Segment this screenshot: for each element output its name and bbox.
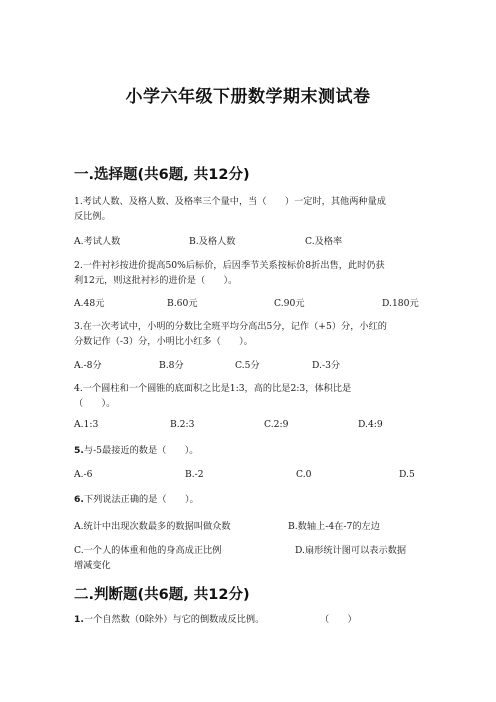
judgement-1-number: 1. <box>74 614 84 625</box>
option-d: D.180元 <box>382 298 419 309</box>
option-d: D.扇形统计图可以表示数据 <box>295 545 407 556</box>
question-6-number: 6. <box>74 494 84 505</box>
question-3 <box>74 319 424 349</box>
question-4 <box>74 381 424 411</box>
section-heading-true-false: 二.判断题(共6题, 共12分) <box>74 587 250 603</box>
question-1-stem-line-2: 反比例。 <box>74 211 111 222</box>
option-b: B.及格人数 <box>189 236 236 247</box>
option-c: C.90元 <box>274 298 305 309</box>
option-c: C.一个人的体重和他的身高成正比例 <box>74 545 222 556</box>
option-b: B.60元 <box>167 298 198 309</box>
question-5-options <box>74 469 434 483</box>
question-2 <box>74 258 424 288</box>
question-6-option-d-continuation <box>74 558 434 573</box>
question-4-stem-line-2: （ ）。 <box>74 398 116 409</box>
option-a: A.统计中出现次数最多的数据叫做众数 <box>74 521 231 532</box>
question-4-stem-line-1: 4.一个圆柱和一个圆锥的底面积之比是1:3，高的比是2:3，体积比是 <box>74 383 352 394</box>
option-d: D.4:9 <box>358 419 383 430</box>
question-5-stem: 与-5最接近的数是（ ）。 <box>83 445 199 456</box>
question-1 <box>74 194 424 224</box>
question-4-options <box>74 419 434 433</box>
question-2-options <box>74 295 434 309</box>
option-a: A.1:3 <box>74 419 99 430</box>
option-c: C.及格率 <box>305 236 343 247</box>
question-1-options <box>74 233 434 247</box>
option-d: D.5 <box>399 469 415 480</box>
option-b: B.8分 <box>159 360 184 371</box>
option-a: A.-6 <box>74 469 93 480</box>
option-b: B.2:3 <box>170 419 195 430</box>
option-a: A.48元 <box>74 298 105 309</box>
question-2-stem-line-1: 2.一件衬衫按进价提高50%后标价，后因季节关系按标价8折出售，此时仍获 <box>74 260 385 271</box>
question-2-stem-line-2: 利12元，则这批衬衫的进价是（ ）。 <box>74 275 238 286</box>
option-a: A.-8分 <box>74 360 102 371</box>
question-6 <box>74 492 424 507</box>
option-c: C.0 <box>296 469 312 480</box>
question-6-options-row-1 <box>74 518 434 532</box>
answer-bracket: （ ） <box>320 614 357 625</box>
question-6-stem: 下列说法正确的是（ ）。 <box>83 494 199 505</box>
judgement-1-stem: 一个自然数（0除外）与它的倒数成反比例。 <box>83 614 265 625</box>
question-3-stem-line-1: 3.在一次考试中，小明的分数比全班平均分高出5分，记作（+5）分，小红的 <box>74 321 387 332</box>
page-title: 小学六年级下册数学期末测试卷 <box>125 87 371 107</box>
option-c: C.2:9 <box>264 419 289 430</box>
option-c: C.5分 <box>235 360 260 371</box>
option-d: D.-3分 <box>312 360 341 371</box>
question-5 <box>74 443 424 458</box>
option-d-line-2: 增减变化 <box>74 560 111 571</box>
option-b: B.数轴上-4在-7的左边 <box>288 521 380 532</box>
judgement-1 <box>74 612 434 627</box>
question-1-stem-line-1: 1.考试人数、及格人数、及格率三个量中，当（ ）一定时，其他两种量成 <box>74 196 386 207</box>
option-a: A.考试人数 <box>74 236 121 247</box>
question-5-number: 5. <box>74 445 84 456</box>
option-b: B.-2 <box>185 469 204 480</box>
question-3-options <box>74 357 434 371</box>
question-3-stem-line-2: 分数记作（-3）分，小明比小红多（ ）。 <box>74 336 253 347</box>
section-heading-multiple-choice: 一.选择题(共6题, 共12分) <box>74 167 250 183</box>
